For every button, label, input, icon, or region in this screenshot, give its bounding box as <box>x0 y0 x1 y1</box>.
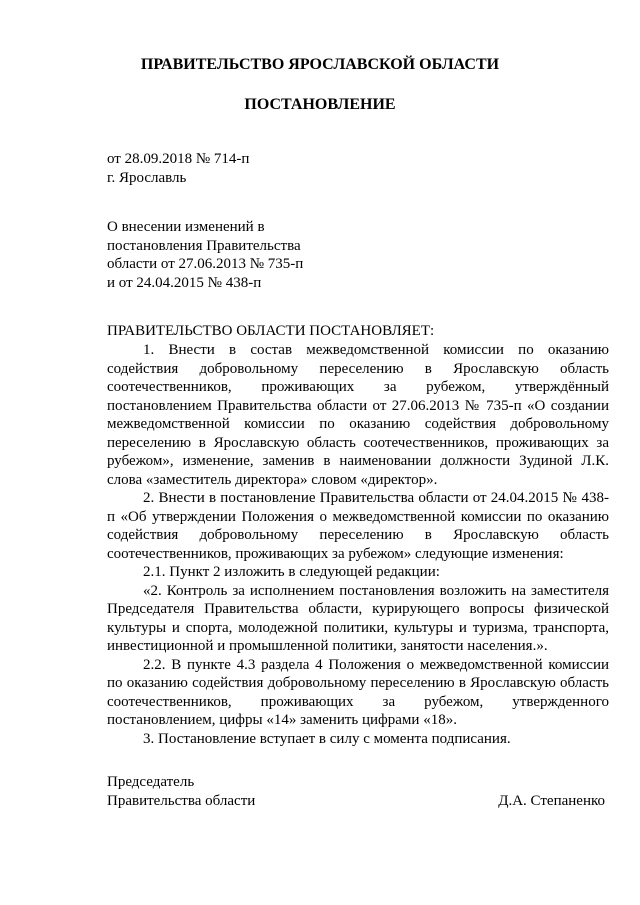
preamble: ПРАВИТЕЛЬСТВО ОБЛАСТИ ПОСТАНОВЛЯЕТ: <box>107 323 435 339</box>
government-title: ПРАВИТЕЛЬСТВО ЯРОСЛАВСКОЙ ОБЛАСТИ <box>140 56 500 73</box>
signatory-name: Д.А. Степаненко <box>498 792 605 809</box>
document-body <box>107 341 609 748</box>
signature-block <box>107 773 609 810</box>
subject-line: области от 27.06.2013 № 735-п <box>107 256 304 272</box>
document-subject <box>107 218 303 292</box>
document-meta <box>107 150 249 187</box>
subject-line: и от 24.04.2015 № 438-п <box>107 274 262 291</box>
subject-line: О внесении изменений в <box>107 219 265 235</box>
paragraph-2: 2. Внести в постановление Правительства области от 24.04.2015 № 438-п «Об утверждении Положения о межведомственной комиссии по оказанию содействия добровольному переселению в Ярославскую область соотечественников, проживающих за рубежом» следующие изменения: <box>107 490 609 562</box>
subject-line: постановления Правительства <box>107 237 301 254</box>
signatory-position: Председатель <box>107 774 195 790</box>
paragraph-2-2: 2.2. В пункте 4.3 раздела 4 Положения о межведомственной комиссии по оказанию содействия добровольному переселению в Ярославскую область соотечественников, проживающих за рубежом, утвержденного постановлением, цифры «14» заменить цифрами «18». <box>107 656 609 728</box>
paragraph-3: 3. Постановление вступает в силу с момента подписания. <box>143 730 511 747</box>
date-number: от 28.09.2018 № 714-п <box>107 151 250 167</box>
signatory-position-cont: Правительства области <box>107 792 256 809</box>
paragraph-1: 1. Внести в состав межведомственной комиссии по оказанию содействия добровольному переселению в Ярославскую область соотечественников, проживающих за рубежом, утверждённый постановлением Правительства области от 27.06.2013 № 735-п «О создании межведомственной комиссии по оказанию содействия добровольному переселению в Ярославскую область соотечественников, проживающих за рубежом», изменение, заменив в наименовании должности Зудиной Л.К. слова «заместитель директора» словом «директор». <box>107 342 609 488</box>
document-type-title: ПОСТАНОВЛЕНИЕ <box>244 96 396 113</box>
city: г. Ярославль <box>107 169 187 186</box>
paragraph-2-1: 2.1. Пункт 2 изложить в следующей редакции: <box>143 564 440 580</box>
paragraph-2-1-text: «2. Контроль за исполнением постановления возложить на заместителя Председателя Правительства области, курирующего вопросы физической культуры и спорта, молодежной политики, культуры и туризма, транспорта, инвестиционной и промышленной политики, занятости населения.». <box>107 582 609 654</box>
